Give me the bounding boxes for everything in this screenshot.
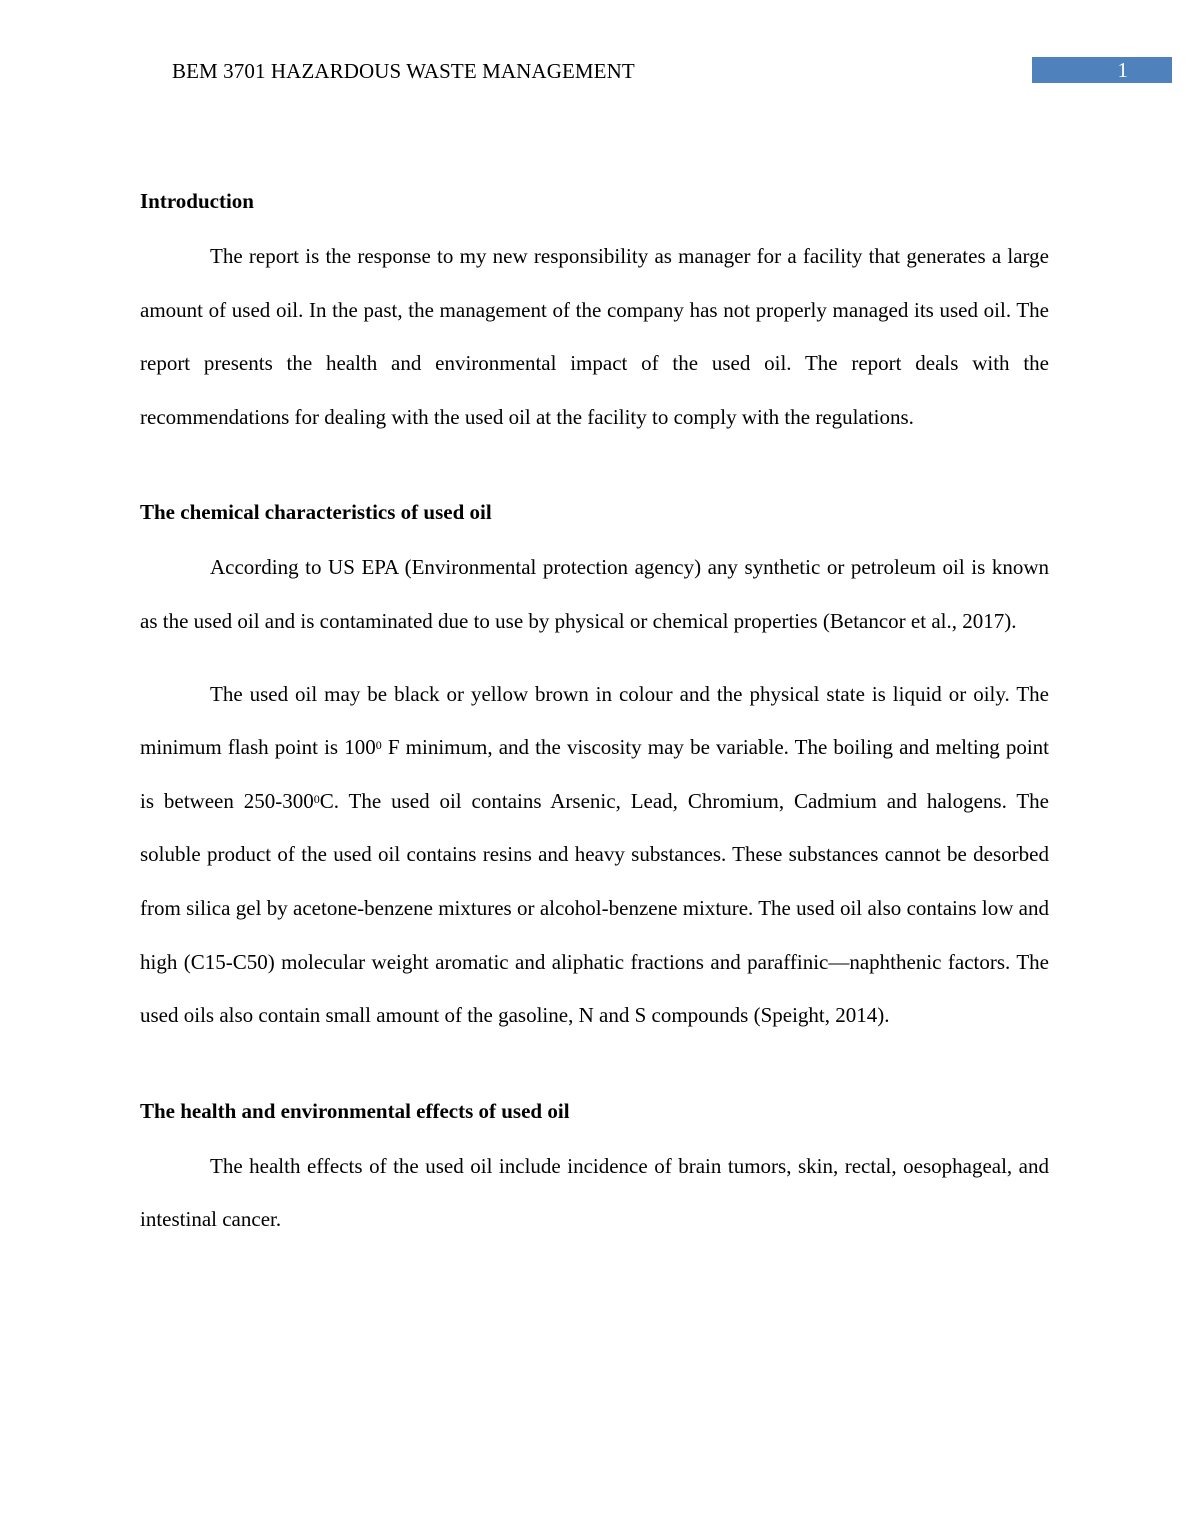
degree-superscript: 0 xyxy=(313,791,320,806)
document-body xyxy=(140,186,1049,1247)
chemical-paragraph-2-text-3: C. The used oil contains Arsenic, Lead, Chromium, Cadmium and halogens. The soluble product of the used oil contains resins and heavy substances. These substances cannot be desorbed from silica gel by acetone-benzene mixtures or alcohol-benzene mixture. The used oil also contains low and high (C15-C50) molecular weight aromatic and aliphatic fractions and paraffinic—naphthenic factors. The used oils also contain small amount of the gasoline, N and S compounds (Speight, 2014). xyxy=(140,788,1049,1028)
introduction-heading: Introduction xyxy=(140,189,254,213)
chemical-paragraph-1: According to US EPA (Environmental protection agency) any synthetic or petroleum oil is known as the used oil and is contaminated due to use by physical or chemical properties (Betancor et al., 2017). xyxy=(140,555,1049,633)
page-number-badge: 1 xyxy=(1032,57,1172,83)
health-effects-heading: The health and environmental effects of used oil xyxy=(140,1098,570,1123)
chemical-paragraph-2-text-2: F minimum, and the viscosity may be variable. The boiling and melting point is between 250-300 xyxy=(140,735,1049,813)
running-header-title: BEM 3701 HAZARDOUS WASTE MANAGEMENT xyxy=(172,59,635,83)
introduction-paragraph: The report is the response to my new responsibility as manager for a facility that generates a large amount of used oil. In the past, the management of the company has not properly managed its used oil. The report presents the health and environmental impact of the used oil. The report deals with the recommendations for dealing with the used oil at the facility to comply with the regulations. xyxy=(140,244,1049,429)
health-paragraph: The health effects of the used oil include incidence of brain tumors, skin, rectal, oesophageal, and intestinal cancer. xyxy=(140,1153,1049,1232)
chemical-paragraph-2-text-1: The used oil may be black or yellow brown in colour and the physical state is liquid or oily. The minimum flash point is 100 xyxy=(140,681,1049,760)
degree-superscript: 0 xyxy=(375,738,382,753)
chemical-characteristics-heading: The chemical characteristics of used oil xyxy=(140,500,492,525)
chemical-paragraph-2 xyxy=(140,668,1049,1043)
